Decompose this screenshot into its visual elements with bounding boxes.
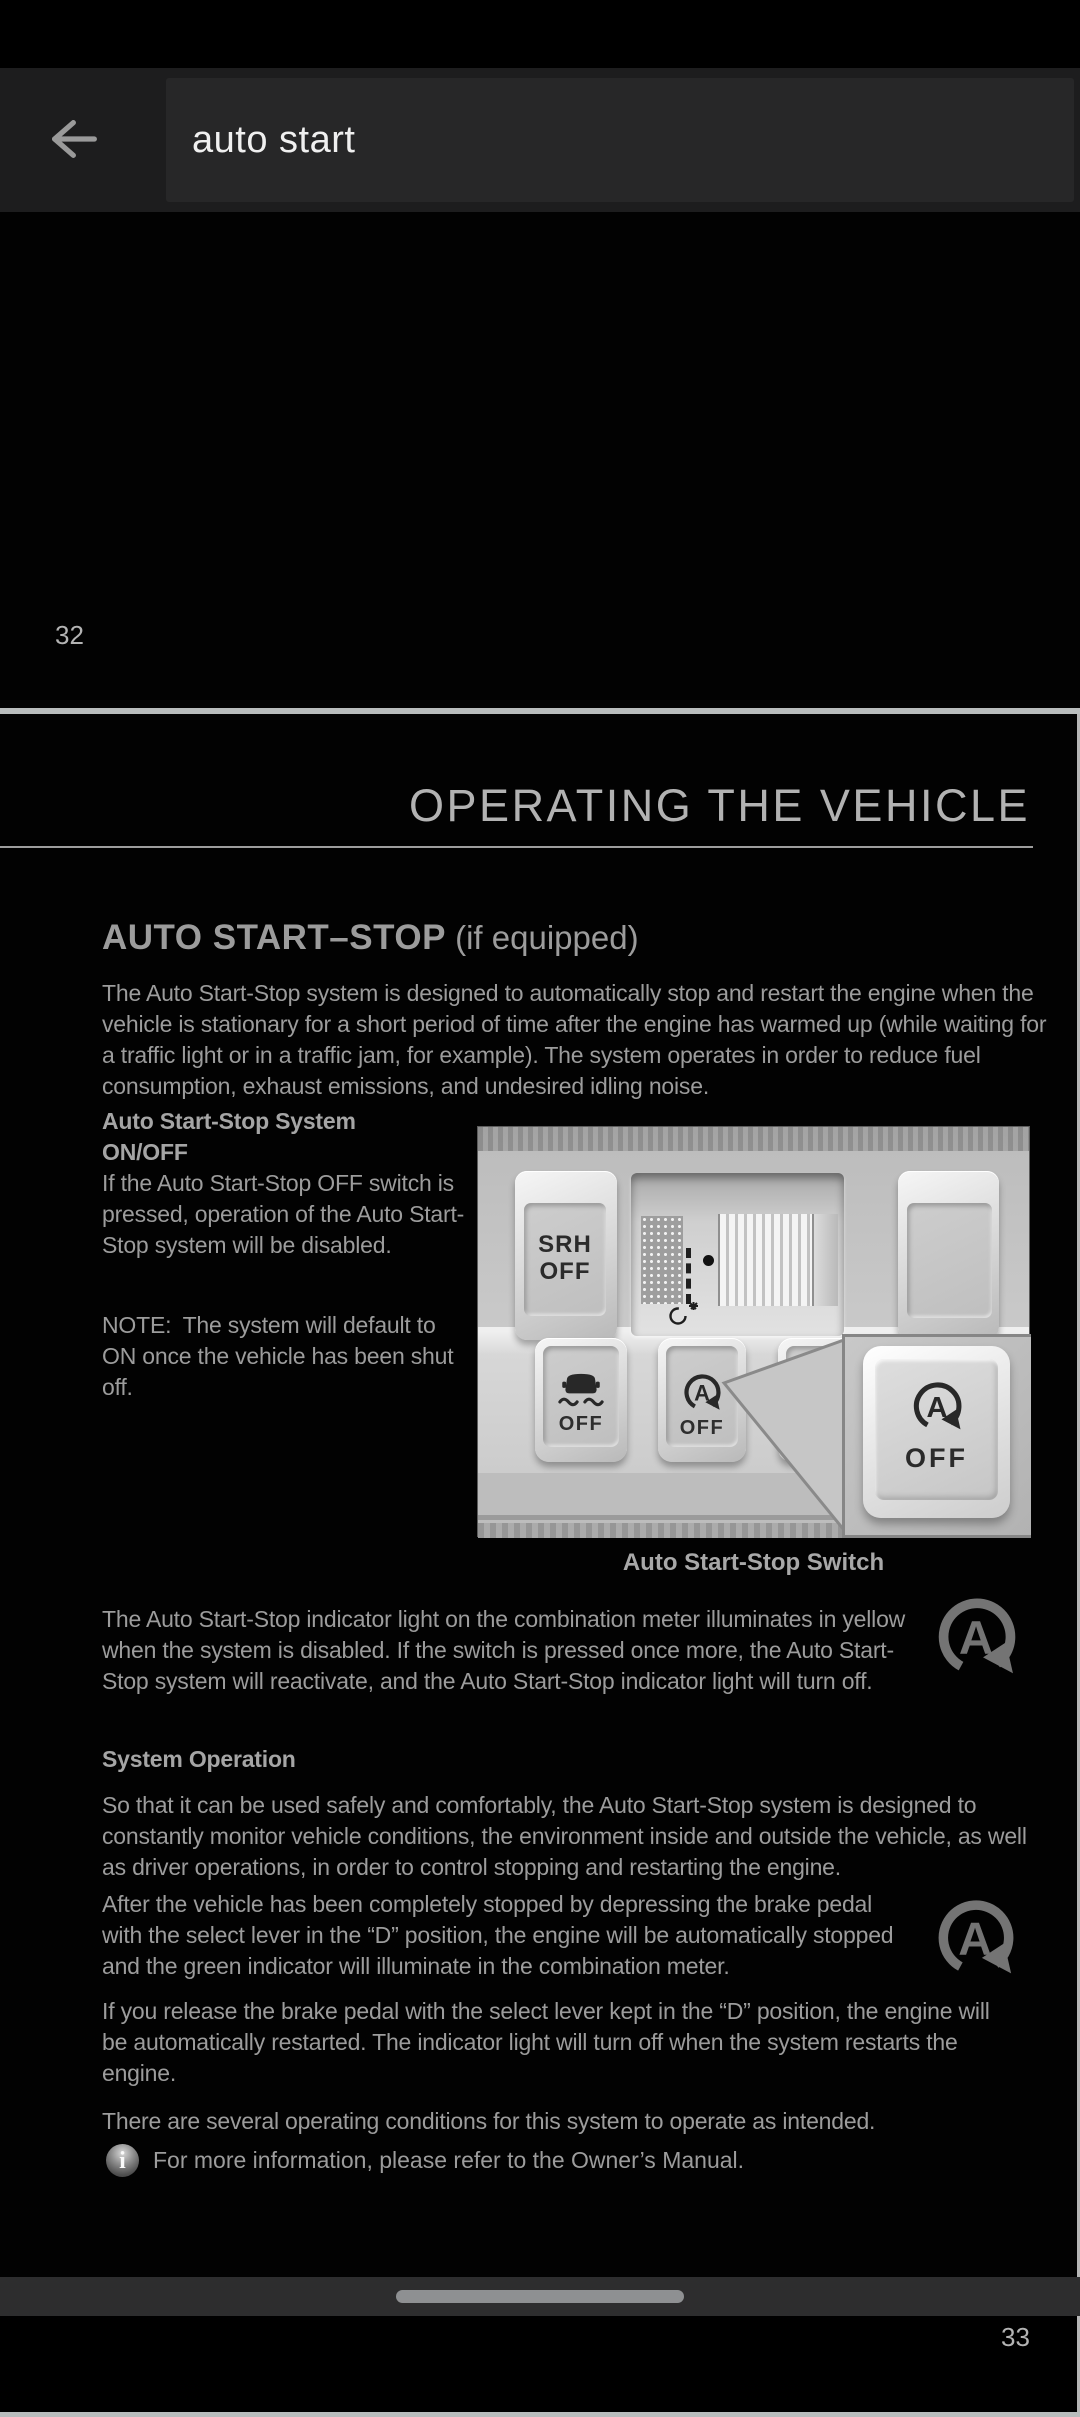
- vehicle-stability-off-icon: [556, 1372, 606, 1410]
- dimmer-brightness-icon: [667, 1301, 701, 1327]
- info-note-text: For more information, please refer to the Owner’s Manual.: [153, 2147, 745, 2173]
- page-divider-bottom: [0, 2412, 1080, 2417]
- figure-inset-magnified: [842, 1334, 1031, 1538]
- srh-label: SRH OFF: [538, 1231, 592, 1285]
- search-input[interactable]: [166, 78, 1074, 202]
- auto-start-stop-indicator-icon: [932, 1896, 1018, 1982]
- info-icon: i: [106, 2144, 139, 2177]
- section-title: [102, 918, 639, 958]
- page-divider-top: [0, 708, 1080, 714]
- figure-caption: Auto Start-Stop Switch: [622, 1549, 885, 1576]
- auto-start-stop-circle-a-icon: [909, 1379, 965, 1435]
- panel-top-trim: [478, 1127, 1029, 1151]
- intro-paragraph: The Auto Start-Stop system is designed to automatically stop and restart the engine when the vehicle is stationary for a short period of time after the engine has warmed up (while waiting for a traffic light or in a traffic jam, for example). The system operates in order to reduce fuel consumption, exhaust emissions, and undesired idling noise.: [102, 980, 1047, 1099]
- figure-vsc-off-button-face: [543, 1346, 619, 1447]
- gesture-nav-bar: [0, 2277, 1080, 2316]
- back-button[interactable]: [36, 104, 106, 174]
- search-query-text: auto start: [192, 118, 356, 161]
- inset-off-label: OFF: [905, 1443, 968, 1473]
- operation-paragraph-4: There are several operating conditions for this system to operate as intended.: [102, 2108, 876, 2134]
- operation-paragraph-1: So that it can be used safely and comfortably, the Auto Start-Stop system is designed to constantly monitor vehicle conditions, the environment inside and outside the vehicle, as well as driver operations, in order to control stopping and restarting the engine.: [102, 1792, 1027, 1880]
- dimmer-scale-marks: [686, 1248, 691, 1304]
- inset-auto-start-stop-button: [863, 1346, 1010, 1518]
- dimmer-indicator-dot: [703, 1255, 714, 1266]
- chapter-title: OPERATING THE VEHICLE: [409, 780, 1030, 831]
- ass-off-label: OFF: [679, 1417, 725, 1439]
- inset-auto-start-stop-button-face: [875, 1359, 998, 1500]
- indicator-paragraph: The Auto Start-Stop indicator light on the combination meter illuminates in yellow when the system is disabled. If the switch is pressed once more, the Auto Start-Stop system will reactivate, and the Auto Start-Stop indicator light will turn off.: [102, 1606, 906, 1694]
- chapter-underline: [0, 846, 1033, 848]
- page-number-32: 32: [55, 620, 84, 650]
- document-scroll-area[interactable]: [0, 212, 1080, 2352]
- dimmer-knurl-texture: [641, 1216, 683, 1304]
- figure-dimmer-control: [631, 1173, 844, 1336]
- sidebar-paragraph: If the Auto Start-Stop OFF switch is pressed, operation of the Auto Start-Stop system will be disabled.: [102, 1170, 465, 1258]
- svg-text:A: A: [958, 1611, 994, 1665]
- home-indicator[interactable]: [396, 2290, 684, 2303]
- figure-blank-button-face: [907, 1203, 992, 1318]
- system-operation-heading: System Operation: [102, 1746, 296, 1772]
- svg-text:A: A: [925, 1392, 948, 1425]
- svg-text:A: A: [958, 1912, 992, 1965]
- section-title-suffix: (if equipped): [445, 919, 639, 956]
- section-title-bold: AUTO START–STOP: [102, 918, 446, 957]
- info-note-row: [106, 2144, 744, 2177]
- sidebar-note: NOTE: The system will default to ON once the vehicle has been shut off.: [102, 1312, 454, 1400]
- dimmer-thumbwheel-side: [814, 1214, 838, 1306]
- callout-wedge: [706, 1327, 846, 1538]
- sidebar-heading-line2: ON/OFF: [102, 1139, 188, 1165]
- app-bar: [0, 68, 1080, 212]
- sidebar-heading-line1: Auto Start-Stop System: [102, 1108, 356, 1134]
- switch-panel-figure: [477, 1126, 1030, 1537]
- operation-paragraph-2: After the vehicle has been completely stopped by depressing the brake pedal with the select lever in the “D” position, the engine will be automatically stopped and the green indicator will illuminate in the combination meter.: [102, 1891, 894, 1979]
- operation-paragraph-3: If you release the brake pedal with the select lever kept in the “D” position, the engine will be automatically restarted. The indicator light will turn off when the system restarts the engine.: [102, 1998, 990, 2086]
- dimmer-thumbwheel: [718, 1214, 814, 1306]
- figure-srh-off-button-face: [524, 1203, 606, 1316]
- svg-text:A: A: [694, 1380, 710, 1406]
- auto-start-stop-indicator-icon: [932, 1594, 1020, 1682]
- arrow-left-icon: [43, 111, 99, 167]
- status-bar: [0, 0, 1080, 68]
- page-number-33: 33: [1001, 2322, 1030, 2352]
- vsc-off-label: OFF: [558, 1413, 604, 1435]
